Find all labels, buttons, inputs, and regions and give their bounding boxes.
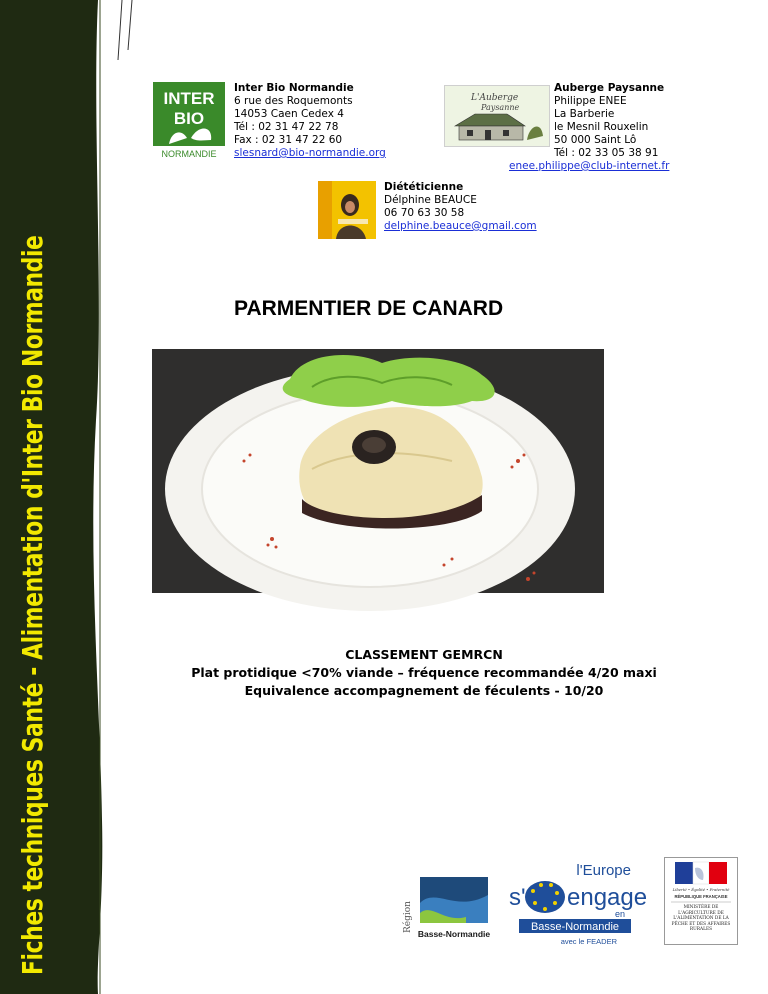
dieteticienne-photo	[318, 181, 376, 239]
dieteticienne-phone: 06 70 63 30 58	[384, 207, 465, 219]
ministere-logo	[664, 857, 738, 945]
ministere-text: MINISTÈRE DE L'AGRICULTURE DE L'ALIMENTATION DE LA PÊCHE ET DES AFFAIRES RURALES	[671, 905, 731, 933]
europe-line3: en	[614, 909, 625, 919]
interbio-logo	[153, 82, 225, 160]
interbio-fax: Fax : 02 31 47 22 60	[234, 134, 343, 146]
dieteticienne-name: Délphine BEAUCE	[384, 194, 477, 206]
interbio-address1: 6 rue des Roquemonts	[234, 95, 353, 107]
dieteticienne-contact	[384, 181, 537, 233]
dieteticienne-email-link[interactable]: delphine.beauce@gmail.com	[384, 220, 537, 232]
classement-line2: Equivalence accompagnement de féculents - 10/20	[244, 683, 604, 698]
auberge-person: Philippe ENEE	[554, 95, 627, 107]
interbio-address2: 14053 Caen Cedex 4	[234, 108, 344, 120]
europe-feader-logo	[505, 861, 648, 947]
auberge-address2: le Mesnil Rouxelin	[554, 121, 649, 133]
dish-photo	[152, 349, 604, 593]
auberge-name: Auberge Paysanne	[554, 82, 665, 94]
region-name: Basse-Normandie	[417, 929, 491, 939]
interbio-logo-line2: BIO	[173, 109, 205, 128]
europe-line2a: s'	[509, 884, 526, 911]
classement-heading: CLASSEMENT GEMRCN	[345, 647, 503, 662]
auberge-tel: Tél : 02 33 05 38 91	[554, 147, 659, 159]
interbio-email-link[interactable]: slesnard@bio-normandie.org	[234, 147, 386, 159]
interbio-name: Inter Bio Normandie	[234, 82, 354, 94]
auberge-logo-text1: L'Auberge	[471, 93, 519, 103]
sidebar-banner	[0, 0, 110, 994]
auberge-address1: La Barberie	[554, 108, 615, 120]
republique-motto: Liberté • Égalité • Fraternité	[672, 887, 730, 892]
region-word: Région	[403, 901, 413, 933]
auberge-logo-text2: Paysanne	[481, 103, 520, 112]
auberge-logo	[444, 85, 550, 147]
auberge-email-link[interactable]: enee.philippe@club-internet.fr	[509, 160, 670, 172]
europe-line2b: engage	[567, 884, 648, 911]
interbio-logo-line1: INTER	[163, 89, 215, 108]
classement-block	[110, 646, 738, 700]
europe-line5: avec le FEADER	[560, 937, 617, 946]
auberge-contact	[554, 82, 664, 160]
interbio-contact	[234, 82, 386, 160]
interbio-logo-line3: NORMANDIE	[161, 149, 217, 159]
auberge-address3: 50 000 Saint Lô	[554, 134, 637, 146]
europe-line4: Basse-Normandie	[530, 921, 620, 933]
recipe-title: PARMENTIER DE CANARD	[234, 297, 504, 320]
classement-line1: Plat protidique <70% viande – fréquence recommandée 4/20 maxi	[191, 665, 657, 680]
europe-line1: l'Europe	[576, 862, 631, 879]
vertical-title: Fiches techniques Santé - Alimentation d'Inter Bio Normandie	[16, 235, 49, 976]
region-logo	[396, 873, 496, 943]
interbio-tel: Tél : 02 31 47 22 78	[234, 121, 339, 133]
republique-name: RÉPUBLIQUE FRANÇAISE	[674, 894, 728, 899]
dieteticienne-title: Diététicienne	[384, 181, 464, 193]
